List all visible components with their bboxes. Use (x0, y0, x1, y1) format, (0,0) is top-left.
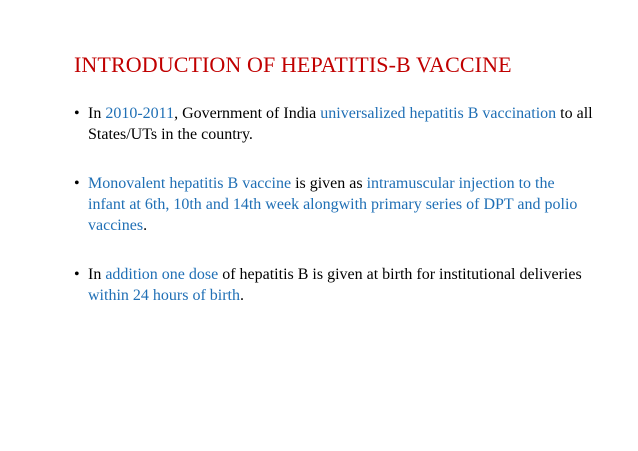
bullet-3-text: In (88, 266, 106, 283)
bullet-1-text: , Government of India (174, 105, 321, 122)
bullet-item-2 (74, 173, 594, 236)
bullet-item-1 (74, 103, 594, 145)
bullet-1-highlight-universalized: universalized hepatitis B vaccination (320, 105, 557, 122)
bullet-2-text: . (143, 217, 148, 234)
bullet-3-highlight-timing: within 24 hours of birth (88, 287, 240, 304)
bullet-2-text: is given as (291, 175, 367, 192)
bullet-1-text: In (88, 105, 106, 122)
bullet-2-highlight-schedule: intramuscular injection to the infant at 6th, 10th and 14th week alongwith primary series of DPT and polio vaccines (88, 175, 578, 234)
bullet-item-3 (74, 264, 594, 306)
slide-title: INTRODUCTION OF HEPATITIS-B VACCINE (74, 52, 512, 77)
bullet-3-text: . (240, 287, 244, 304)
bullet-1-text: to all States/UTs in the country. (88, 105, 593, 143)
bullet-list (74, 103, 594, 334)
bullet-1-highlight-years: 2010-2011 (105, 105, 175, 122)
bullet-3-text: of hepatitis B is given at birth for institutional deliveries (218, 266, 582, 283)
bullet-2-highlight-vaccine: Monovalent hepatitis B vaccine (88, 175, 292, 192)
bullet-3-highlight-dose: addition one dose (105, 266, 219, 283)
